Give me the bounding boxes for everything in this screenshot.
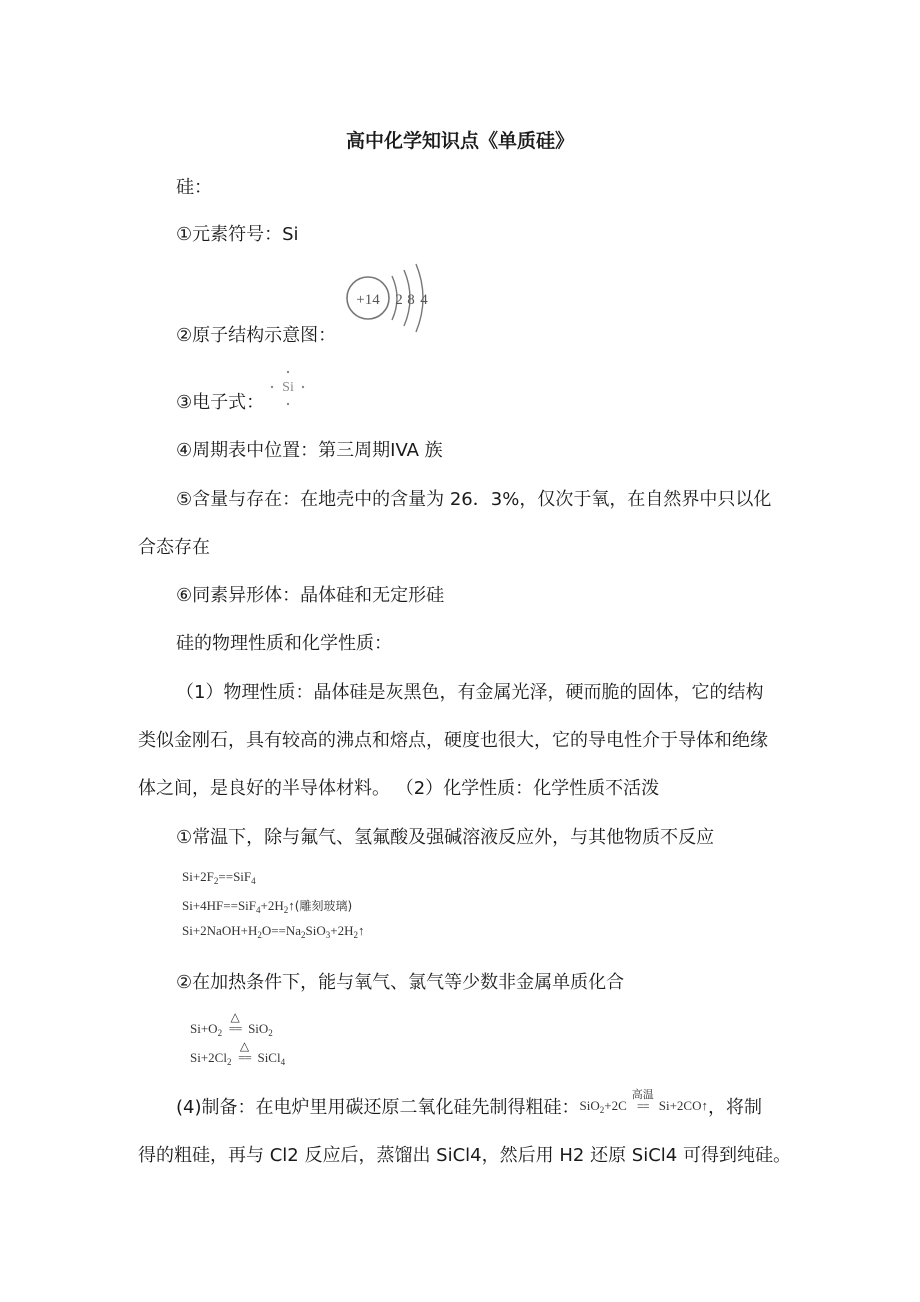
electron-dot (271, 386, 273, 388)
physical-properties-line-1: （1）物理性质：晶体硅是灰黑色，有金属光泽，硬而脆的固体，它的结构 (176, 682, 764, 703)
electron-dot (287, 371, 289, 373)
preparation-line-2: 得的粗硅，再与 Cl2 反应后，蒸馏出 SiCl4，然后用 H2 还原 SiCl4 可得到纯硅。 (138, 1145, 791, 1166)
atomic-structure-label: ②原子结构示意图： (176, 325, 337, 346)
electron-dot-formula (268, 366, 308, 408)
heat-symbol: △ (239, 1039, 250, 1053)
preparation-text-a: (4)制备：在电炉里用碳还原二氧化硅先制得粗硅： (176, 1097, 580, 1118)
physical-properties-line-3: 体之间，是良好的半导体材料。 （2）化学性质：化学性质不活泼 (138, 778, 660, 799)
physical-properties-line-2: 类似金刚石，具有较高的沸点和熔点，硬度也很大，它的导电性介于导体和绝缘 (138, 730, 768, 751)
shell-count-2: 8 (407, 292, 415, 308)
shell-count-3: 4 (420, 292, 428, 308)
equation-preparation: SiO$_2$+2C 高温 == Si+2CO↑ (579, 1088, 708, 1115)
electron-dot (287, 403, 289, 405)
page-title: 高中化学知识点《单质硅》 (345, 130, 574, 152)
preparation-text-b: ，将制 (707, 1097, 762, 1118)
equation-si-naoh: $Si+2NaOH+H_2O==Na_2SiO_3+2H_2↑$ (182, 923, 365, 940)
electron-formula-label: ③电子式： (176, 392, 265, 413)
shell-count-1: 2 (395, 292, 403, 308)
atomic-structure-diagram (338, 260, 438, 334)
intro-text: 硅： (176, 177, 212, 198)
allotrope-line: ⑥同素异形体：晶体硅和无定形硅 (176, 585, 445, 606)
room-temperature-line: ①常温下，除与氟气、氢氟酸及强碱溶液反应外，与其他物质不反应 (176, 827, 715, 848)
equation-si-oxygen: $Si+O_2$ △ == SiO$_2$ (190, 1010, 273, 1038)
electron-dot-symbol: Si (282, 380, 294, 395)
equation-si-fluorine: $Si+2F_2==SiF_4$ (182, 869, 256, 886)
preparation-line-1 (176, 1088, 762, 1126)
abundance-line-1: ⑤含量与存在：在地壳中的含量为 26．3%，仅次于氧，在自然界中只以化 (176, 489, 772, 510)
equation-si-hf: $Si+4HF==SiF_4+2H_2↑$(雕刻玻璃) (182, 898, 353, 915)
properties-heading: 硅的物理性质和化学性质： (176, 633, 392, 654)
electron-dot (302, 386, 304, 388)
equation-note: (雕刻玻璃) (294, 899, 353, 913)
periodic-position-line: ④周期表中位置：第三周期IVA 族 (176, 440, 443, 461)
abundance-line-2: 合态存在 (138, 537, 210, 558)
heating-condition-line: ②在加热条件下，能与氧气、氯气等少数非金属单质化合 (176, 972, 625, 993)
element-symbol-line: ①元素符号：Si (176, 224, 299, 245)
nucleus-charge: +14 (356, 292, 380, 308)
reaction-condition: 高温 (631, 1088, 654, 1101)
equation-si-chlorine: $Si+2Cl_2$ △ == SiCl$_4$ (190, 1039, 286, 1067)
heat-symbol: △ (230, 1010, 240, 1024)
